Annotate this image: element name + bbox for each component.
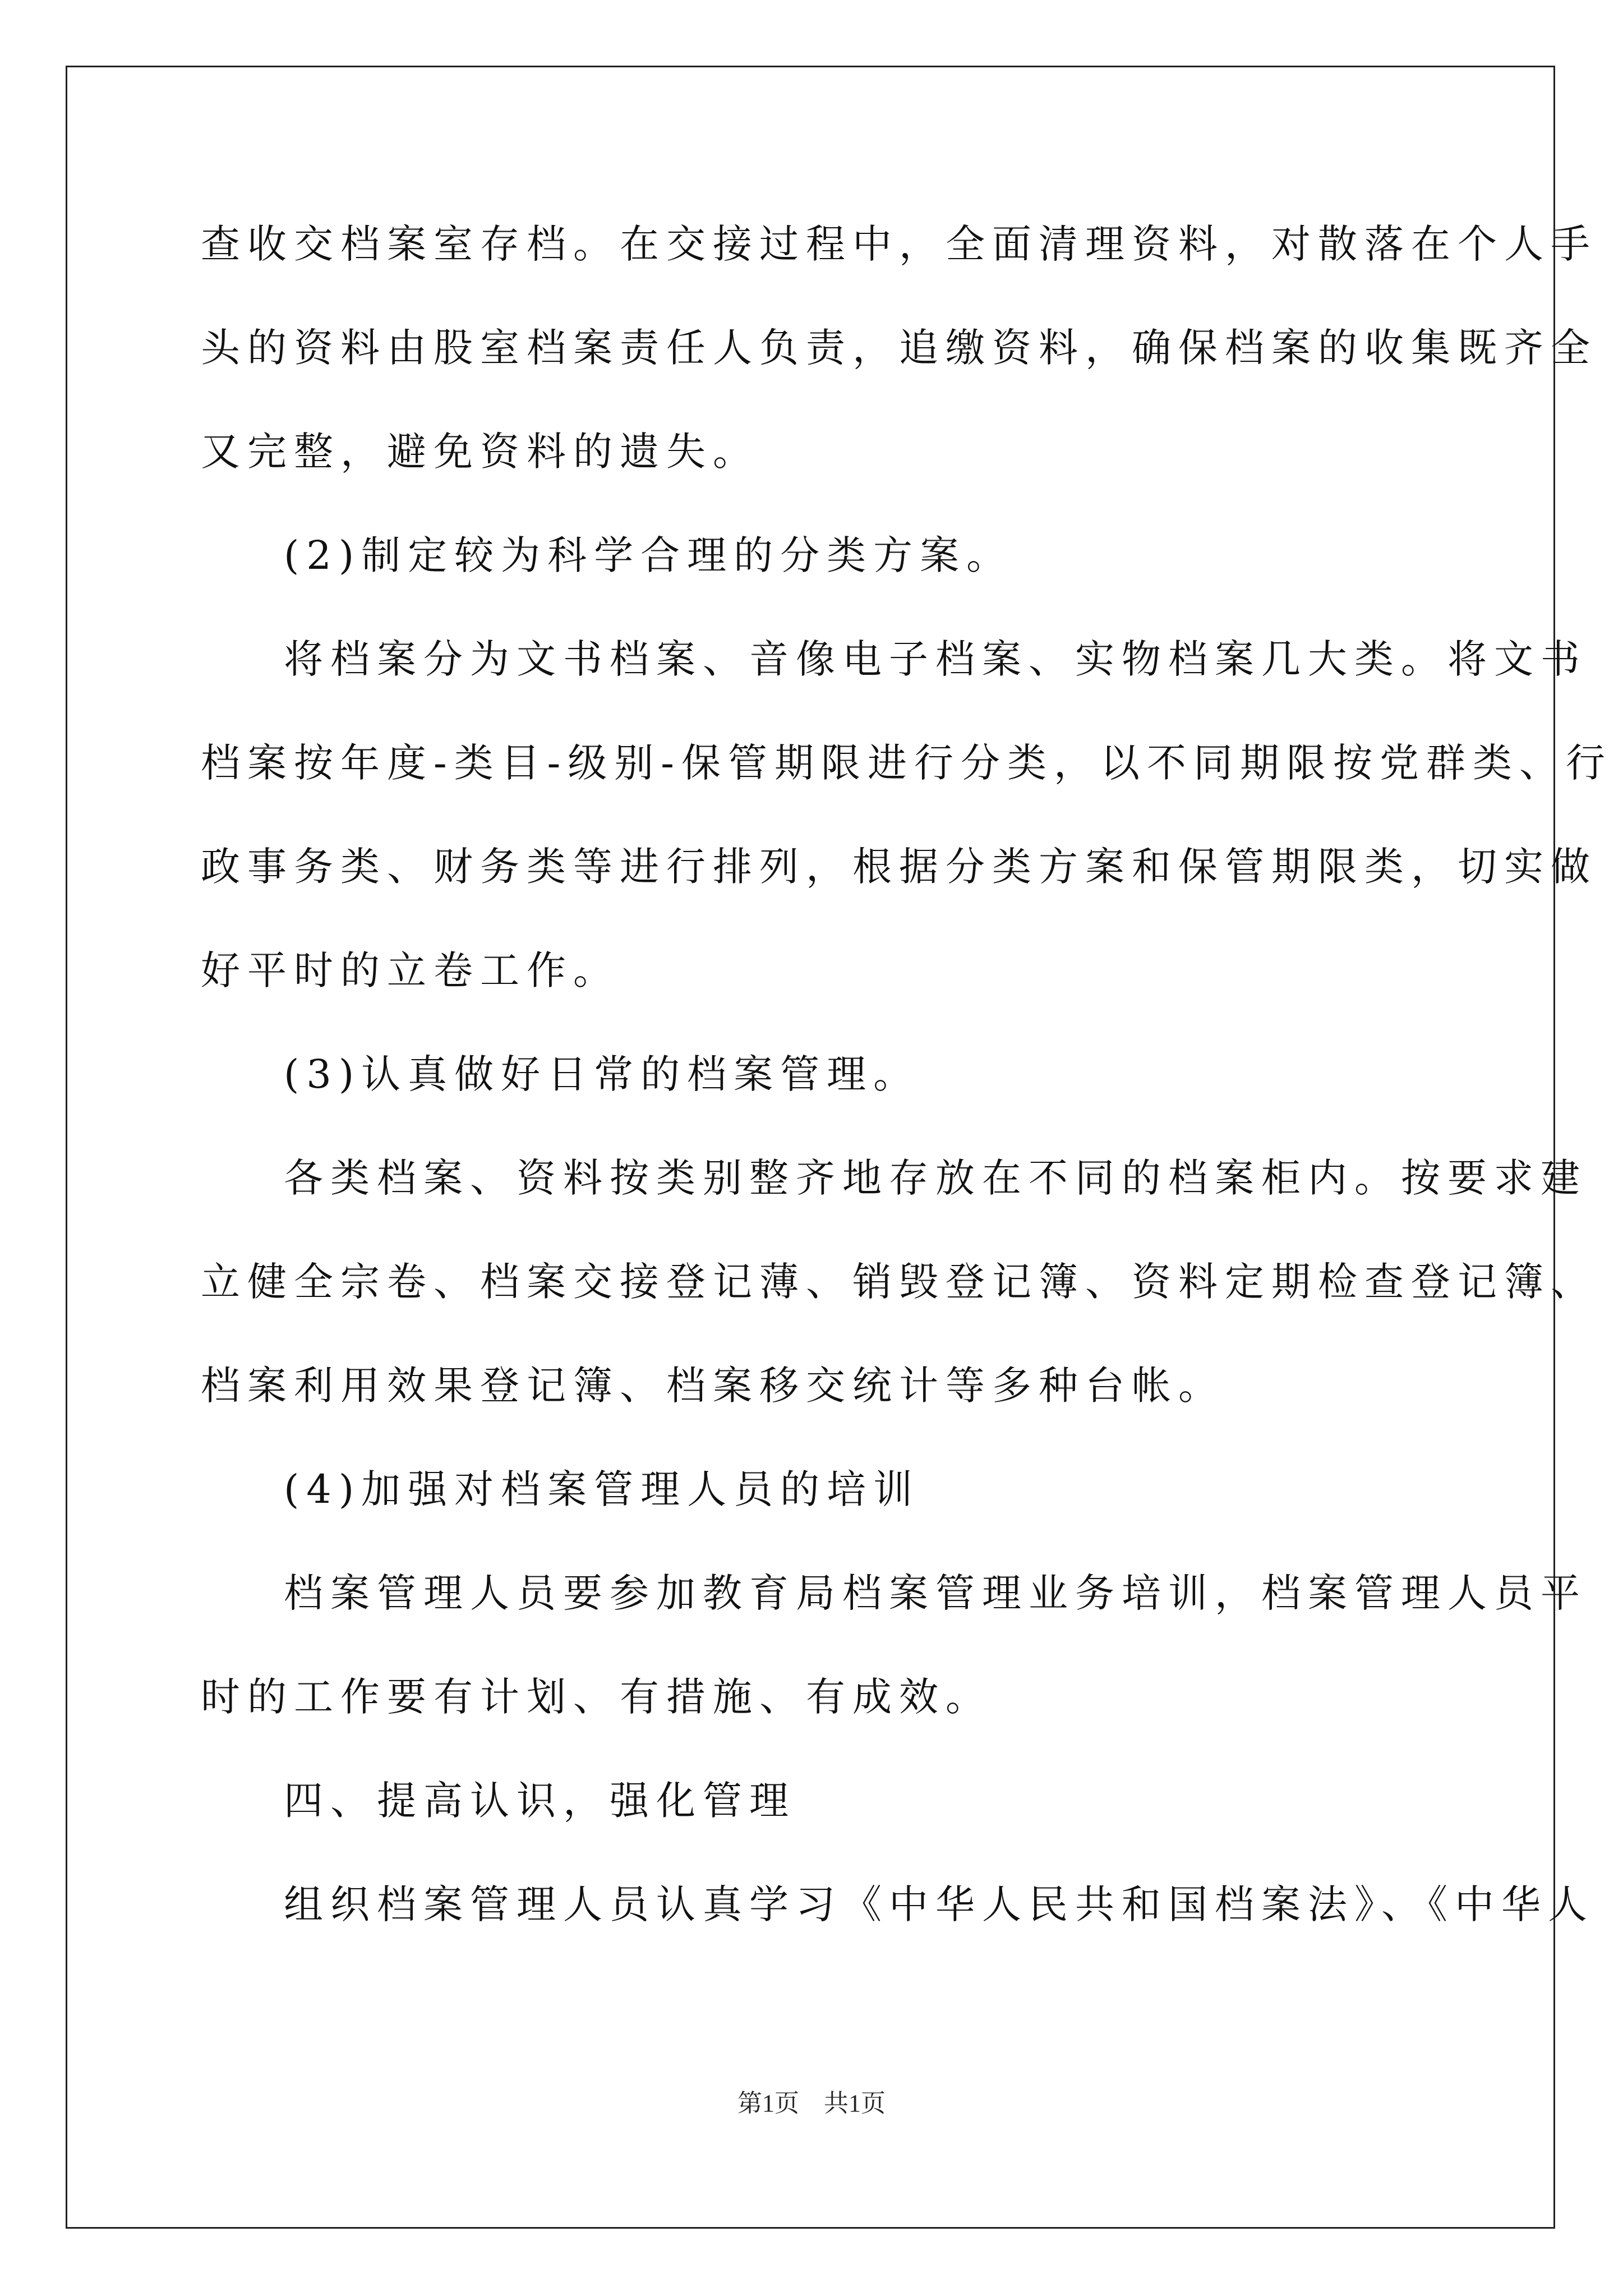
text-line: 档案按年度-类目-级别-保管期限进行分类，以不同期限按党群类、行 (201, 740, 1612, 786)
section-heading: (3)认真做好日常的档案管理。 (284, 1051, 920, 1097)
text-line: 立健全宗卷、档案交接登记薄、销毁登记簿、资料定期检查登记簿、 (201, 1259, 1597, 1305)
text-line: 查收交档案室存档。在交接过程中，全面清理资料，对散落在个人手 (201, 221, 1597, 267)
text-line: 档案管理人员要参加教育局档案管理业务培训，档案管理人员平 (284, 1570, 1587, 1616)
text-line: 各类档案、资料按类别整齐地存放在不同的档案柜内。按要求建 (284, 1155, 1587, 1201)
section-heading: 四、提高认识，强化管理 (284, 1778, 796, 1824)
text-line: 将档案分为文书档案、音像电子档案、实物档案几大类。将文书 (284, 636, 1587, 682)
page-footer: 第1页 共1页 (737, 2090, 886, 2117)
text-line: 组织档案管理人员认真学习《中华人民共和国档案法》、《中华人 (284, 1881, 1594, 1927)
text-line: 档案利用效果登记簿、档案移交统计等多种台帐。 (201, 1363, 1225, 1409)
text-line: 好平时的立卷工作。 (201, 947, 620, 993)
text-line: 时的工作要有计划、有措施、有成效。 (201, 1674, 992, 1720)
text-line: 头的资料由股室档案责任人负责，追缴资料，确保档案的收集既齐全 (201, 325, 1597, 371)
text-line: 又完整，避免资料的遗失。 (201, 429, 759, 475)
text-line: 政事务类、财务类等进行排列，根据分类方案和保管期限类，切实做 (201, 844, 1597, 890)
section-heading: (4)加强对档案管理人员的培训 (284, 1466, 920, 1512)
section-heading: (2)制定较为科学合理的分类方案。 (284, 532, 1013, 578)
